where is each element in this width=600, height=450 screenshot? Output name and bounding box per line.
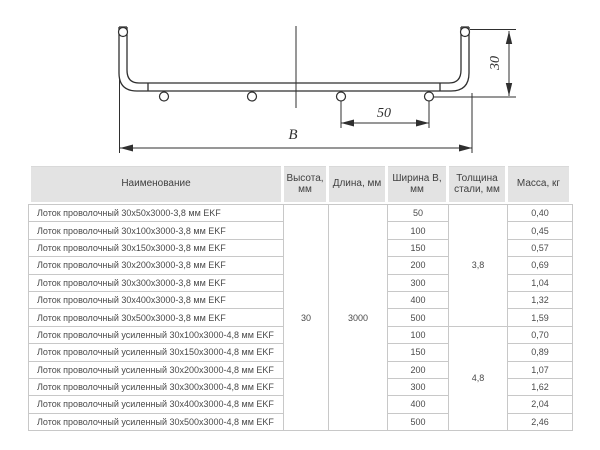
mass-cell: 1,04 [508,274,573,291]
product-name-cell: Лоток проволочный усиленный 30х400х3000-4,8 мм EKF [29,396,284,413]
mass-cell: 2,04 [508,396,573,413]
table-row [29,205,573,222]
tray-cross-section [119,27,469,91]
width-cell: 100 [388,222,449,239]
dimension-30 [488,31,512,96]
dimension-label-B: B [288,127,298,143]
mass-cell: 0,89 [508,344,573,361]
product-name-cell: Лоток проволочный 30х150х3000-3,8 мм EKF [29,239,284,256]
height-merged-cell: 30 [284,205,329,431]
product-name-cell: Лоток проволочный 30х300х3000-3,8 мм EKF [29,274,284,291]
thickness-merged-cell: 4,8 [449,326,508,430]
width-cell: 300 [388,274,449,291]
technical-drawing [0,0,600,166]
width-cell: 300 [388,378,449,395]
dimension-50 [341,106,429,127]
spec-table-header [28,166,572,202]
column-header-length: Длина, мм [329,166,385,202]
product-name-cell: Лоток проволочный усиленный 30х200х3000-4,8 мм EKF [29,361,284,378]
mass-cell: 0,69 [508,257,573,274]
width-cell: 500 [388,413,449,430]
thickness-merged-cell: 3,8 [449,205,508,327]
column-header-thickness: Толщина стали, мм [449,166,505,202]
product-name-cell: Лоток проволочный 30х200х3000-3,8 мм EKF [29,257,284,274]
column-header-name: Наименование [31,166,281,202]
width-cell: 50 [388,205,449,222]
spec-table-body [29,205,573,431]
width-cell: 200 [388,361,449,378]
mass-cell: 1,32 [508,291,573,308]
column-header-height: Высота, мм [284,166,326,202]
spec-table [28,166,572,431]
mass-cell: 1,62 [508,378,573,395]
product-name-cell: Лоток проволочный усиленный 30х500х3000-4,8 мм EKF [29,413,284,430]
length-merged-cell: 3000 [329,205,388,431]
product-name-cell: Лоток проволочный усиленный 30х100х3000-4,8 мм EKF [29,326,284,343]
column-header-mass: Масса, кг [508,166,569,202]
wire-circles [119,28,470,102]
mass-cell: 0,57 [508,239,573,256]
spec-table-body-table [28,204,573,431]
width-cell: 200 [388,257,449,274]
product-name-cell: Лоток проволочный 30х50х3000-3,8 мм EKF [29,205,284,222]
mass-cell: 1,07 [508,361,573,378]
product-name-cell: Лоток проволочный 30х100х3000-3,8 мм EKF [29,222,284,239]
width-cell: 400 [388,291,449,308]
width-cell: 400 [388,396,449,413]
column-header-width: Ширина В, мм [388,166,446,202]
product-name-cell: Лоток проволочный 30х500х3000-3,8 мм EKF [29,309,284,326]
width-cell: 500 [388,309,449,326]
mass-cell: 1,59 [508,309,573,326]
mass-cell: 0,70 [508,326,573,343]
product-name-cell: Лоток проволочный усиленный 30х150х3000-4,8 мм EKF [29,344,284,361]
product-name-cell: Лоток проволочный 30х400х3000-3,8 мм EKF [29,291,284,308]
mass-cell: 0,45 [508,222,573,239]
dimension-label-30: 30 [488,56,503,70]
mass-cell: 0,40 [508,205,573,222]
width-cell: 150 [388,239,449,256]
width-cell: 100 [388,326,449,343]
product-name-cell: Лоток проволочный усиленный 30х300х3000-4,8 мм EKF [29,378,284,395]
mass-cell: 2,46 [508,413,573,430]
dimension-label-50: 50 [377,106,391,121]
width-cell: 150 [388,344,449,361]
dimension-B [120,127,472,152]
